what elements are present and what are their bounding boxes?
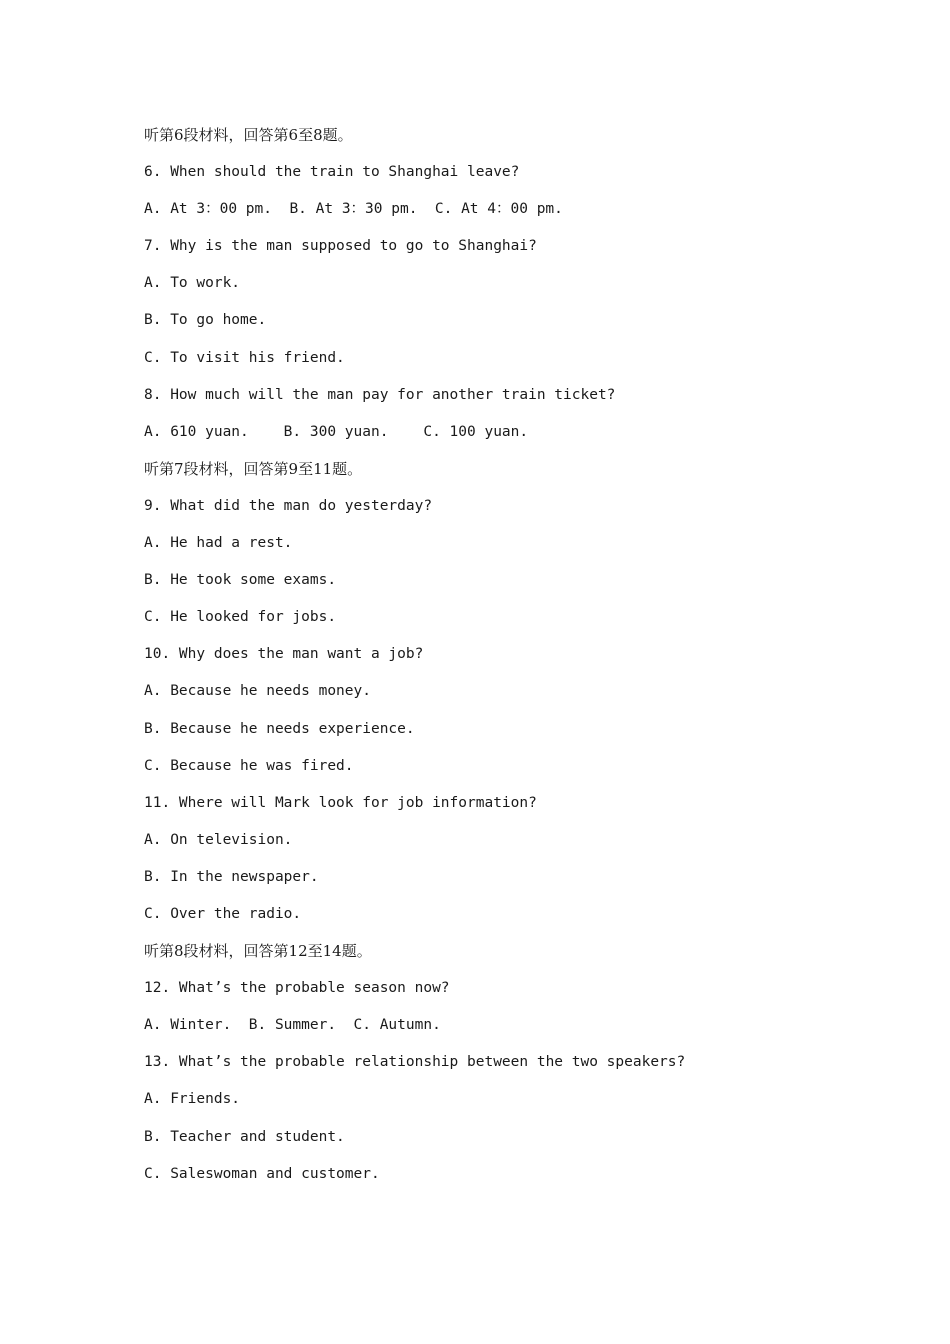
question-9: 9. What did the man do yesterday?	[144, 497, 433, 514]
question-9-option-b: B. He took some exams.	[144, 572, 337, 589]
question-7-option-a: A. To work.	[144, 275, 241, 292]
question-7: 7. Why is the man supposed to go to Shanghai?	[144, 238, 537, 255]
question-10-option-c: C. Because he was fired.	[144, 757, 354, 774]
question-13: 13. What’s the probable relationship between the two speakers?	[144, 1054, 686, 1071]
question-8-options: A. 610 yuan. B. 300 yuan. C. 100 yuan.	[144, 423, 529, 440]
question-11-option-b: B. In the newspaper.	[144, 868, 319, 885]
question-8: 8. How much will the man pay for another train ticket?	[144, 386, 616, 403]
section-heading-6: 听第6段材料，回答第6至8题。	[144, 126, 353, 144]
document-body	[144, 124, 864, 1200]
question-11-option-c: C. Over the radio.	[144, 905, 302, 922]
question-7-option-b: B. To go home.	[144, 312, 267, 329]
question-10-option-a: A. Because he needs money.	[144, 683, 371, 700]
question-6: 6. When should the train to Shanghai leave?	[144, 164, 520, 181]
question-12: 12. What’s the probable season now?	[144, 980, 450, 997]
question-9-option-a: A. He had a rest.	[144, 535, 293, 552]
section-heading-7: 听第7段材料，回答第9至11题。	[144, 459, 363, 478]
section-heading-8: 听第8段材料，回答第12至14题。	[144, 942, 372, 961]
question-10-option-b: B. Because he needs experience.	[144, 720, 415, 737]
question-11: 11. Where will Mark look for job information?	[144, 794, 537, 811]
question-12-options: A. Winter. B. Summer. C. Autumn.	[144, 1017, 441, 1034]
question-13-option-b: B. Teacher and student.	[144, 1128, 345, 1145]
question-11-option-a: A. On television.	[144, 831, 293, 848]
question-9-option-c: C. He looked for jobs.	[144, 609, 337, 626]
question-7-option-c: C. To visit his friend.	[144, 349, 345, 366]
question-13-option-c: C. Saleswoman and customer.	[144, 1165, 380, 1182]
question-6-options: A. At 3：00 pm. B. At 3：30 pm. C. At 4：00 pm.	[144, 201, 563, 218]
question-13-option-a: A. Friends.	[144, 1091, 241, 1108]
question-10: 10. Why does the man want a job?	[144, 646, 424, 663]
